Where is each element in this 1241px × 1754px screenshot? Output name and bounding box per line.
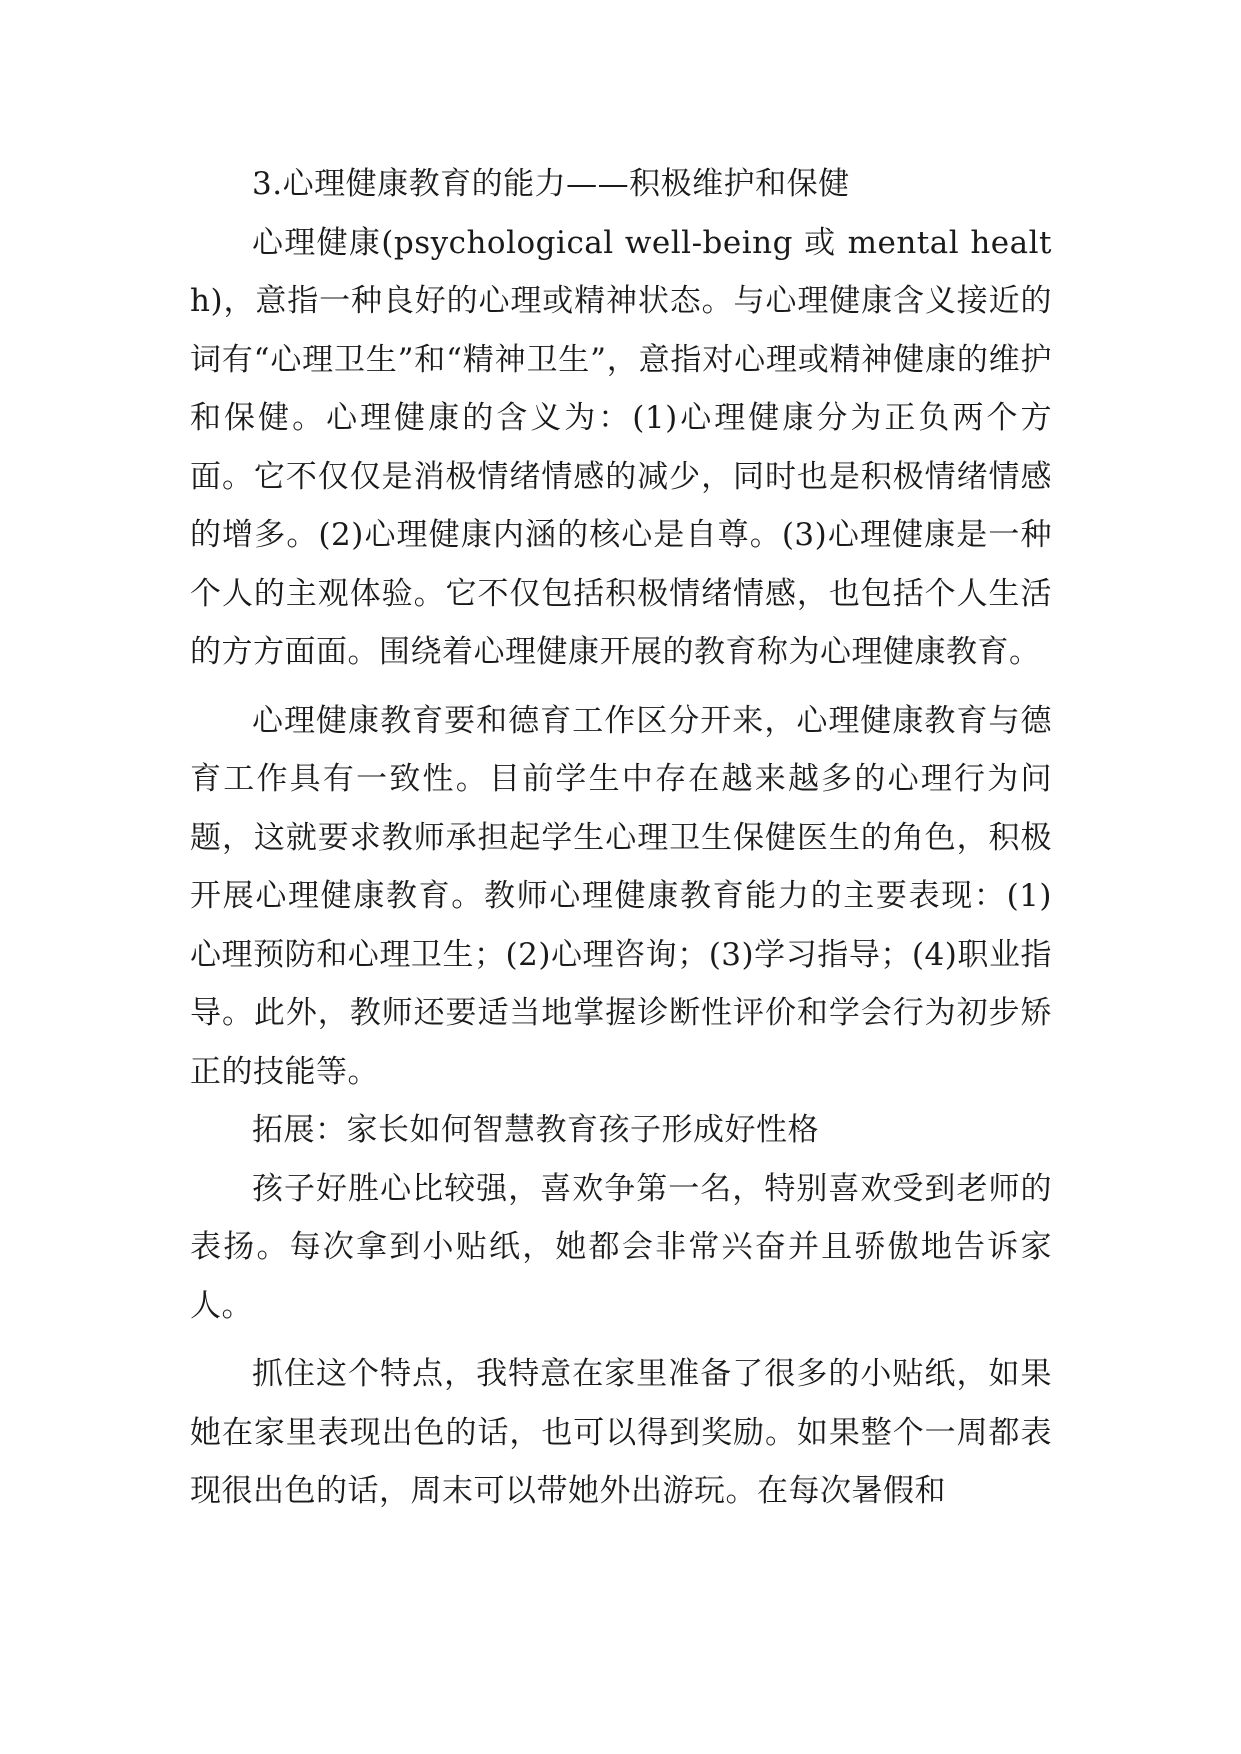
paragraph-extension-title: 拓展：家长如何智慧教育孩子形成好性格 [252, 1112, 819, 1148]
paragraph-teacher-ability: 心理健康教育要和德育工作区分开来，心理健康教育与德育工作具有一致性。目前学生中存在越来越多的心理行为问题，这就要求教师承担起学生心理卫生保健医生的角色，积极开展心理健康教育。教师心理健康教育能力的主要表现：(1)心理预防和心理卫生；(2)心理咨询；(3)学习指导；(4)职业指导。此外，教师还要适当地掌握诊断性评价和学会行为初步矫正的技能等。 [190, 702, 1052, 1090]
paragraph-child-competitive: 孩子好胜心比较强，喜欢争第一名，特别喜欢受到老师的表扬。每次拿到小贴纸，她都会非常兴奋并且骄傲地告诉家人。 [190, 1170, 1052, 1324]
section-heading: 3.心理健康教育的能力——积极维护和保健 [252, 166, 850, 202]
paragraph-stickers-reward: 抓住这个特点，我特意在家里准备了很多的小贴纸，如果她在家里表现出色的话，也可以得到奖励。如果整个一周都表现很出色的话，周末可以带她外出游玩。在每次暑假和 [190, 1356, 1052, 1509]
document-body [190, 155, 1052, 1521]
paragraph-mental-health-definition: 心理健康(psychological well-being 或 mental health)，意指一种良好的心理或精神状态。与心理健康含义接近的词有“心理卫生”和“精神卫生”，意指对心理或精神健康的维护和保健。心理健康的含义为：(1)心理健康分为正负两个方面。它不仅仅是消极情绪情感的减少，同时也是积极情绪情感的增多。(2)心理健康内涵的核心是自尊。(3)心理健康是一种个人的主观体验。它不仅包括积极情绪情感，也包括个人生活的方方面面。围绕着心理健康开展的教育称为心理健康教育。 [190, 224, 1052, 670]
